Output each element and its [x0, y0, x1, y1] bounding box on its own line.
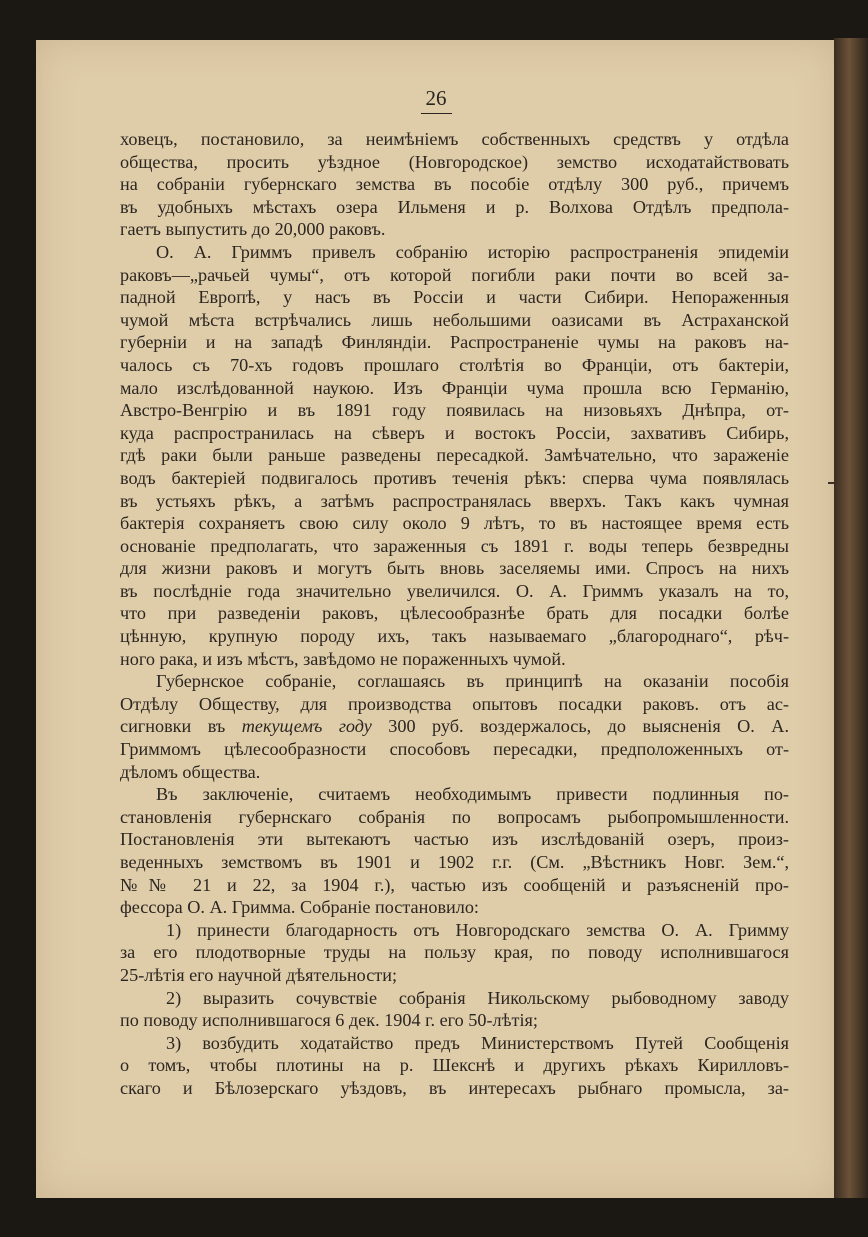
text-line: мало изслѣдованной наукою. Изъ Франціи чума прошла всю Германію, [120, 377, 789, 398]
page-number-text: 26 [421, 86, 452, 114]
text-line: что при разведеніи раковъ, цѣлесообразнѣе брать для посадки болѣе [120, 603, 789, 624]
text-line: Губернское собраніе, соглашаясь въ принципѣ на оказаніи пособія [156, 671, 789, 692]
text-line: Постановленія эти вытекаютъ частью изъ изслѣдованій озеръ, произ- [120, 829, 789, 850]
text-line: Гриммомъ цѣлесообразности способовъ пересадки, предположенныхъ от- [120, 739, 789, 760]
page-number [36, 86, 836, 114]
text-line: 1) принести благодарность отъ Новгородскаго земства О. А. Гримму [166, 919, 789, 940]
text-segment: 300 руб. воздержалось, до выясненія О. А. [371, 716, 789, 737]
text-line: №№ 21 и 22, за 1904 г.), частью изъ сообщеній и разъясненій про- [120, 874, 789, 895]
text-line: дѣломъ общества. [120, 761, 261, 782]
text-line: въ удобныхъ мѣстахъ озера Ильменя и р. Волхова Отдѣлъ предпола- [120, 196, 789, 217]
text-line: общества, просить уѣздное (Новгородское) земство исходатайствовать [120, 151, 789, 172]
text-line: чумой мѣста встрѣчались лишь небольшими оазисами въ Астраханской [120, 309, 789, 330]
text-line: ного рака, и изъ мѣстъ, завѣдомо не пораженныхъ чумой. [120, 648, 566, 669]
text-line: на собраніи губернскаго земства въ пособіе отдѣлу 300 руб., причемъ [120, 174, 789, 195]
text-segment: сигновки въ [120, 716, 242, 737]
text-line: по поводу исполнившагося 6 дек. 1904 г. его 50-лѣтія; [120, 1010, 538, 1031]
text-line: Въ заключеніе, считаемъ необходимымъ привести подлинныя по- [156, 784, 789, 805]
text-line [120, 715, 789, 738]
text-line: цѣнную, крупную породу ихъ, такъ называемаго „благороднаго“, рѣч- [120, 626, 789, 647]
text-line: ховецъ, постановило, за неимѣніемъ собственныхъ средствъ у отдѣла [120, 129, 789, 149]
text-line: падной Европѣ, у насъ въ Россіи и части Сибири. Непораженныя [120, 287, 789, 308]
margin-mark [828, 482, 836, 484]
text-line: губерніи и на западѣ Финляндіи. Распространеніе чумы на раковъ на- [120, 332, 789, 353]
text-line: бактерія сохраняетъ свою силу около 9 лѣтъ, то въ настоящее время есть [120, 513, 789, 534]
book-binding-edge [834, 38, 868, 1198]
text-line: куда распространилась на сѣверъ и востокъ Россіи, захвативъ Сибирь, [120, 422, 789, 443]
book-page [36, 40, 836, 1198]
text-line: раковъ—„рачьей чумы“, отъ которой погибли раки почти во всей за- [120, 264, 789, 285]
text-line: за его плодотворные труды на пользу края, по поводу исполнившагося [120, 942, 789, 963]
text-line: гдѣ раки были раньше разведены пересадкой. Замѣчательно, что зараженіе [120, 445, 789, 466]
text-line: чалось съ 70-хъ годовъ прошлаго столѣтія во Франціи, отъ бактеріи, [120, 354, 789, 375]
text-line: становленія губернскаго собранія по вопросамъ рыбопромышленности. [120, 806, 789, 827]
text-line: для жизни раковъ и могутъ быть вновь заселяемы ими. Спросъ на нихъ [120, 558, 789, 579]
text-line: веденныхъ земствомъ въ 1901 и 1902 г.г. (См. „Вѣстникъ Новг. Зем.“, [120, 852, 789, 872]
text-line: гаетъ выпустить до 20,000 раковъ. [120, 219, 386, 240]
text-line: о томъ, чтобы плотины на р. Шекснѣ и другихъ рѣкахъ Кирилловъ- [120, 1055, 789, 1076]
text-line: основаніе предполагать, что зараженныя съ 1891 г. воды теперь безвредны [120, 535, 789, 556]
body-text [120, 128, 789, 1100]
text-line: 25-лѣтія его научной дѣятельности; [120, 964, 398, 985]
text-line: 2) выразить сочувствіе собранія Никольскому рыбоводному заводу [166, 987, 789, 1008]
text-line: скаго и Бѣлозерскаго уѣздовъ, въ интересахъ рыбнаго промысла, за- [120, 1077, 789, 1098]
text-line: 3) возбудить ходатайство предъ Министерствомъ Путей Сообщенія [166, 1032, 789, 1053]
text-line: О. А. Гриммъ привелъ собранію исторію распространенія эпидеміи [156, 241, 789, 262]
text-line: Отдѣлу Обществу, для производства опытовъ посадки раковъ. отъ ас- [120, 693, 789, 714]
text-line: фессора О. А. Гримма. Собраніе постановило: [120, 897, 479, 918]
italic-phrase: текущемъ году [241, 716, 372, 737]
text-line: Австро-Венгрію и въ 1891 году появилась на низовьяхъ Днѣпра, от- [120, 400, 789, 421]
text-line: въ устьяхъ рѣкъ, а затѣмъ распространялась вверхъ. Такъ какъ чумная [120, 490, 789, 511]
text-line: водъ бактеріей подвигалось противъ теченія рѣкъ: сперва чума появлялась [120, 467, 789, 488]
text-line: въ послѣдніе года значительно увеличился. О. А. Гриммъ указалъ на то, [120, 580, 789, 601]
